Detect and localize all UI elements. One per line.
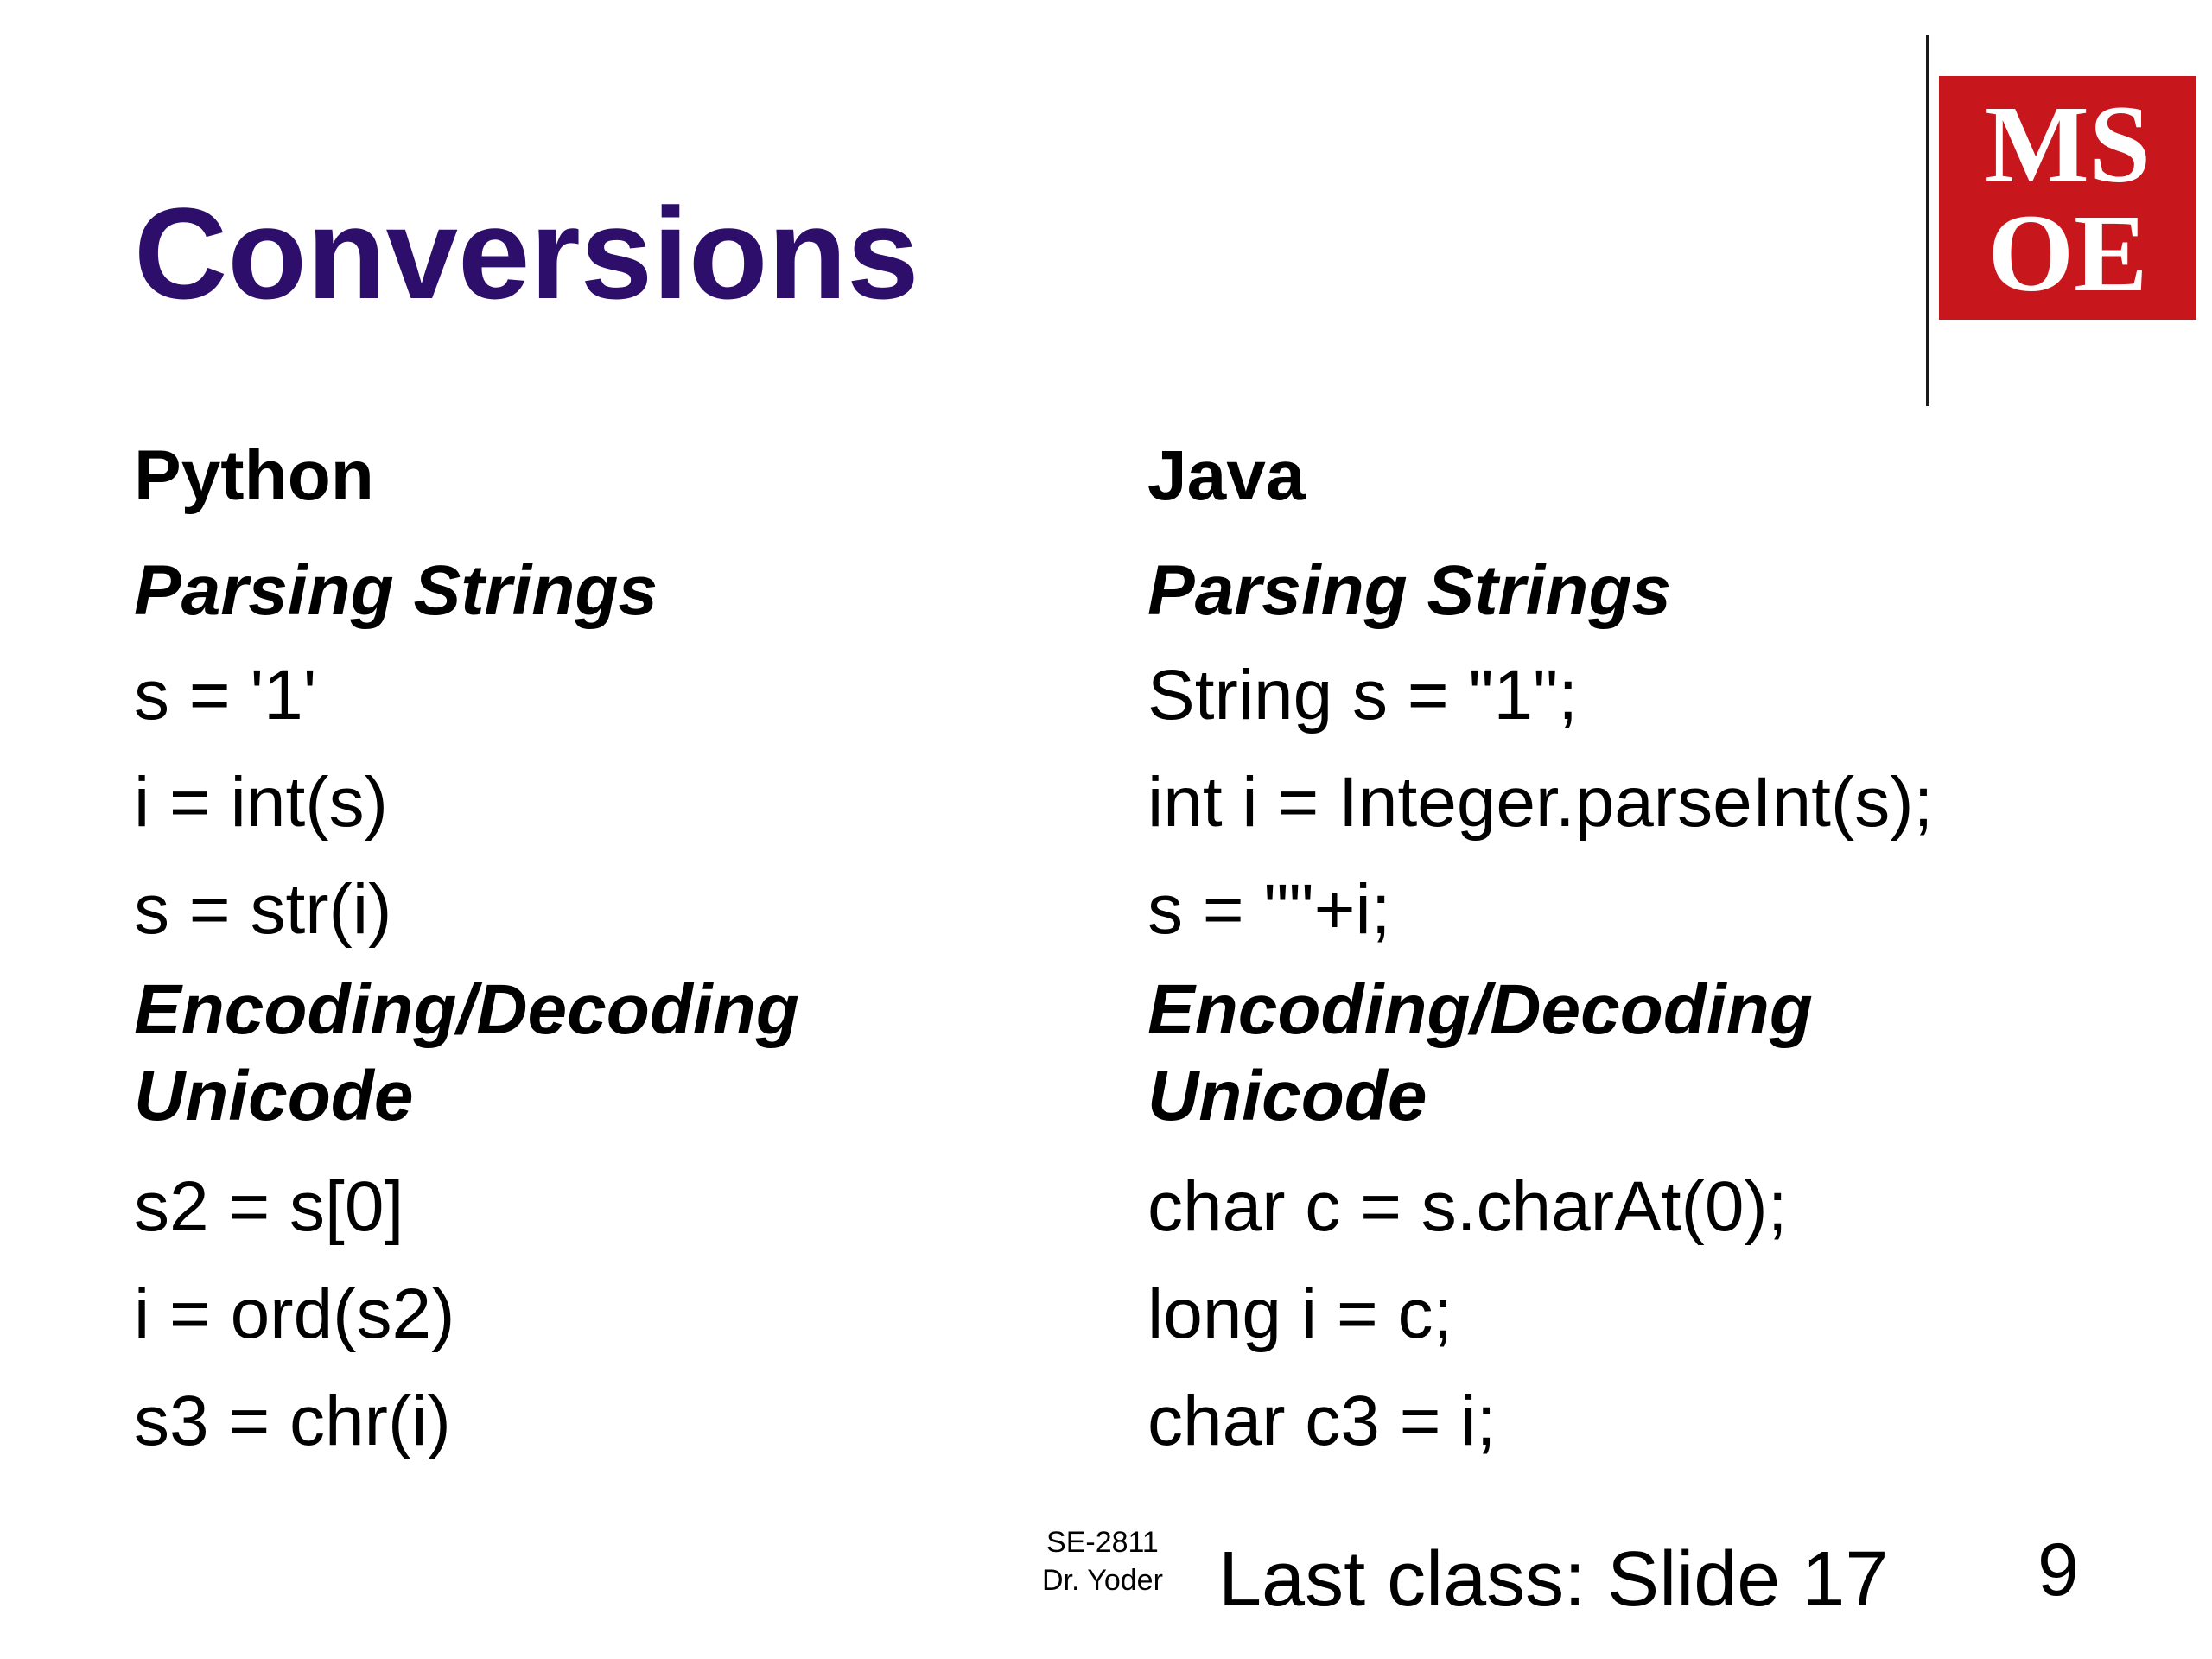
java-encoding-line: char c = s.charAt(0); [1147,1167,1788,1246]
logo-line-2: OE [1987,192,2148,315]
python-parsing-line: i = int(s) [134,763,388,842]
python-heading: Python [134,436,374,515]
java-column [1147,428,1933,1475]
java-parsing-heading: Parsing Strings [1147,551,1672,630]
java-encoding-heading-line-1: Encoding/Decoding [1147,970,1813,1049]
vertical-divider [1926,35,1929,406]
python-encoding-line: s2 = s[0] [134,1167,404,1246]
python-encoding-heading-line-1: Encoding/Decoding [134,970,799,1049]
java-encoding-heading-line-2: Unicode [1147,1057,1427,1135]
java-parsing-line: s = ""+i; [1147,870,1391,949]
logo-line-1: MS [1985,83,2151,206]
python-parsing-heading: Parsing Strings [134,551,658,630]
python-parsing-line: s = str(i) [134,870,392,949]
slide-title: Conversions [134,181,919,326]
java-encoding-line: char c3 = i; [1147,1382,1497,1460]
java-encoding-heading [1147,967,1933,1140]
footer-author: Dr. Yoder [1042,1564,1163,1597]
java-encoding-line: long i = c; [1147,1274,1453,1353]
footer-course-code: SE-2811 [1046,1526,1159,1559]
slide-number: 9 [2037,1529,2079,1611]
java-parsing-line: String s = "1"; [1147,656,1579,734]
msoe-logo [1939,76,2196,320]
python-encoding-line: i = ord(s2) [134,1274,455,1353]
python-column [134,428,799,1475]
python-encoding-heading-line-2: Unicode [134,1057,414,1135]
python-encoding-line: s3 = chr(i) [134,1382,451,1460]
java-parsing-line: int i = Integer.parseInt(s); [1147,763,1934,842]
python-encoding-heading [134,967,799,1140]
java-heading: Java [1147,436,1306,515]
footer-course-info [1042,1523,1163,1599]
footer-note: Last class: Slide 17 [1218,1536,1889,1623]
python-parsing-line: s = '1' [134,656,317,734]
